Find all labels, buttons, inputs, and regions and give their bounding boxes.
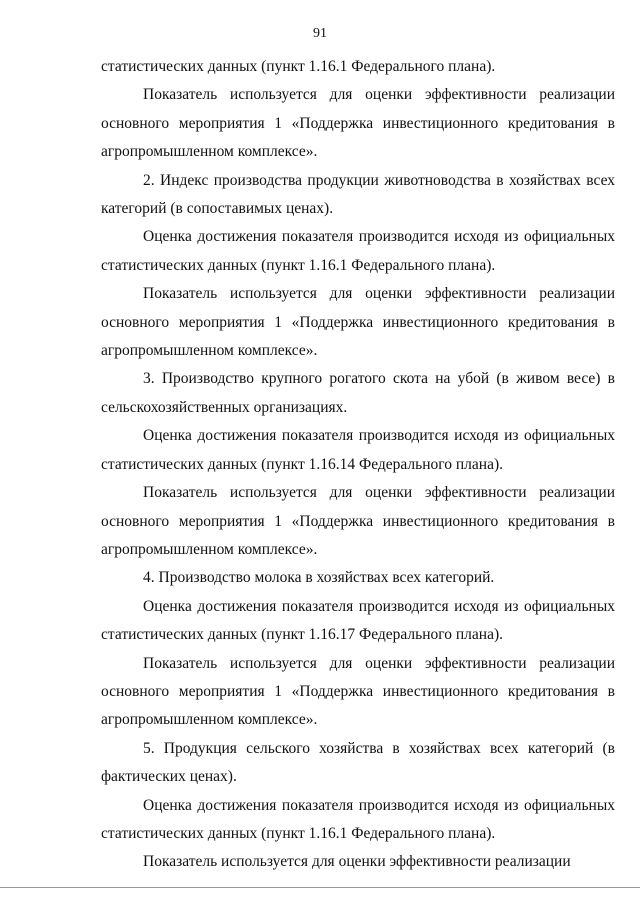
paragraph: 2. Индекс производства продукции животноводства в хозяйствах всех категорий (в сопоставимых ценах). xyxy=(101,171,615,218)
paragraph: статистических данных (пункт 1.16.1 Федерального плана). xyxy=(101,58,496,75)
paragraph: Показатель используется для оценки эффективности реализации xyxy=(143,853,571,871)
page-bottom-divider xyxy=(0,887,640,888)
paragraph: 5. Продукция сельского хозяйства в хозяйствах всех категорий (в фактических ценах). xyxy=(101,739,615,786)
paragraph: Показатель используется для оценки эффективности реализации основного мероприятия 1 «Поддержка инвестиционного кредитования в агропромышленном комплексе». xyxy=(101,654,615,729)
paragraph: Оценка достижения показателя производится исходя из официальных статистических данных (пункт 1.16.14 Федерального плана). xyxy=(101,427,615,473)
paragraph: 4. Производство молока в хозяйствах всех категорий. xyxy=(143,569,495,587)
document-body xyxy=(101,53,615,877)
paragraph: Оценка достижения показателя производится исходя из официальных статистических данных (пункт 1.16.1 Федерального плана). xyxy=(101,228,615,274)
page-number: 91 xyxy=(313,26,327,41)
paragraph: Показатель используется для оценки эффективности реализации основного мероприятия 1 «Поддержка инвестиционного кредитования в агропромышленном комплексе». xyxy=(101,484,615,558)
paragraph: Показатель используется для оценки эффективности реализации основного мероприятия 1 «Поддержка инвестиционного кредитования в агропромышленном комплексе». xyxy=(101,285,615,360)
paragraph: Оценка достижения показателя производится исходя из официальных статистических данных (пункт 1.16.17 Федерального плана). xyxy=(101,597,615,644)
paragraph: 3. Производство крупного рогатого скота на убой (в живом весе) в сельскохозяйственных организациях. xyxy=(101,370,615,416)
paragraph: Показатель используется для оценки эффективности реализации основного мероприятия 1 «Поддержка инвестиционного кредитования в агропромышленном комплексе». xyxy=(101,86,615,161)
paragraph: Оценка достижения показателя производится исходя из официальных статистических данных (пункт 1.16.1 Федерального плана). xyxy=(101,796,615,842)
